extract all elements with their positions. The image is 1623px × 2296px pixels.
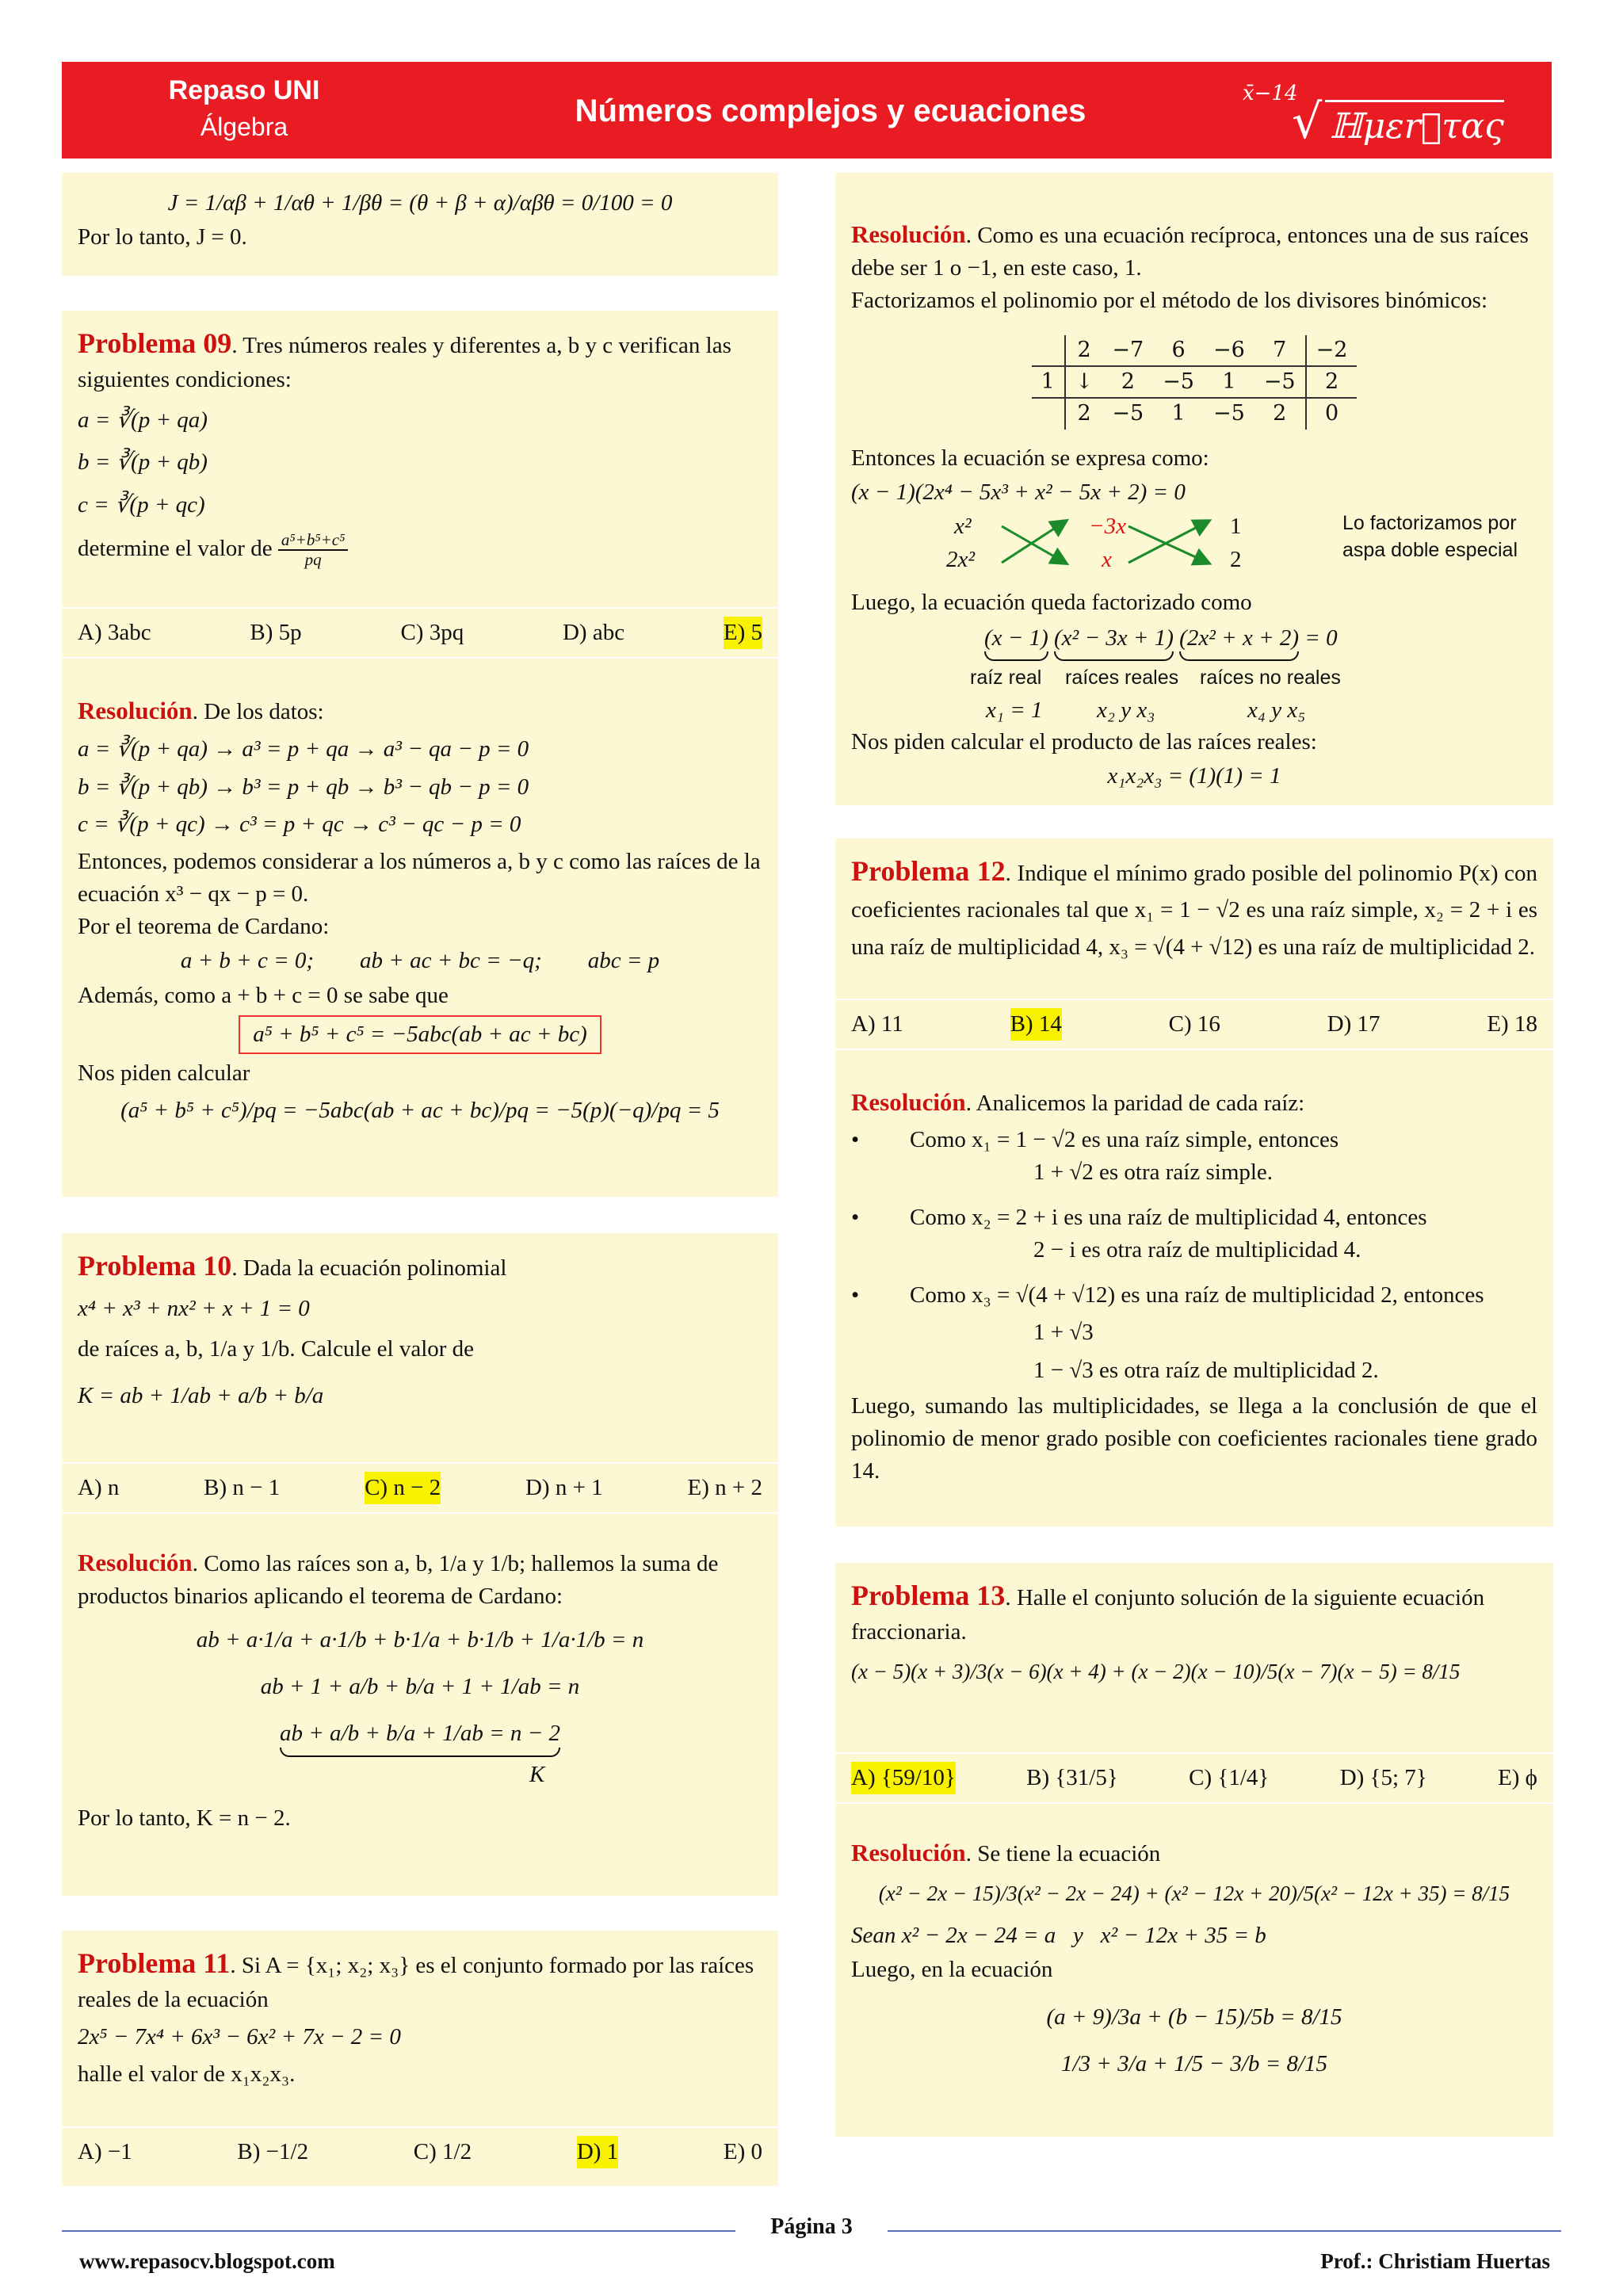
problem-10	[62, 1233, 778, 1896]
option-c[interactable]: C) 3pq	[400, 619, 464, 645]
aspa-cross-arrows	[954, 510, 1350, 579]
cardano-line-1: ab + a·1/a + a·1/b + b·1/a + b·1/b + 1/a·1/b = n	[196, 1627, 644, 1653]
problem-13	[835, 1563, 1553, 2137]
parity-bullet-3: • Como x₃ = √(4 + √12) es una raíz de multiplicidad 2, entonces 1 + √3 1 − √3 es otra raíz de multiplicidad 2.	[851, 1282, 1484, 1383]
resolution-12-label: Resolución	[851, 1088, 966, 1117]
option-d[interactable]: D) n + 1	[525, 1474, 603, 1500]
problem-10-options	[62, 1462, 778, 1514]
problem-10-statement: . Dada la ecuación polinomial	[231, 1255, 507, 1281]
ruffini-row-coefficients: 2 −7 6 −6 7 −2	[1032, 335, 1358, 366]
problem-13-label: Problema 13	[851, 1580, 1006, 1611]
resolution-text-2: Por el teorema de Cardano:	[78, 914, 330, 940]
root-labels: x₁ = 1 x₂ y x₃ x₄ y x₅	[986, 697, 1306, 724]
resolution-11-text-1: Factorizamos el polinomio por el método de los divisores binómicos:	[851, 288, 1488, 314]
page-number: Página 3	[770, 2214, 853, 2239]
course-name: Repaso UNI	[168, 75, 320, 105]
final-computation: (a⁵ + b⁵ + c⁵)/pq = −5abc(ab + ac + bc)/pq = −5(p)(−q)/pq = 5	[120, 1098, 720, 1124]
problem-11	[62, 1931, 778, 2186]
reciprocal-equation: 2x⁵ − 7x⁴ + 6x³ − 6x² + 7x − 2 = 0	[78, 2024, 401, 2050]
fractional-equation: (x − 5)(x + 3)/3(x − 6)(x + 4) + (x − 2)(x − 10)/5(x − 7)(x − 5) = 8/15	[851, 1660, 1461, 1684]
brace-label-k: K	[529, 1761, 545, 1787]
condition-c: c = ∛(p + qc)	[78, 491, 205, 518]
factored-equation: (x − 1)(2x⁴ − 5x³ + x² − 5x + 2) = 0	[851, 479, 1186, 505]
problem-11-options	[62, 2126, 778, 2176]
radical-icon: √	[1292, 94, 1323, 150]
problem-12-label: Problema 12	[851, 855, 1006, 887]
aspa-right-top: 1	[1230, 513, 1242, 539]
ruffini-row-quotient: 2 −5 1 −5 2 0	[1032, 398, 1358, 429]
option-c[interactable]: C) {1/4}	[1189, 1764, 1270, 1790]
resolution-11-intro: . Como es una ecuación recíproca, entonces una de sus raíces debe ser 1 o −1, en este caso, 1.	[851, 223, 1529, 281]
resolution-line-b: b = ∛(p + qb) → b³ = p + qb → b³ − qb − p = 0	[78, 774, 529, 800]
author-logo	[1243, 79, 1512, 151]
option-e-correct[interactable]: E) 5	[724, 617, 762, 649]
aspa-diagram	[851, 510, 1537, 579]
parity-bullet-2: • Como x₂ = 2 + i es una raíz de multiplicidad 4, entonces 2 − i es otra raíz de multiplicidad 4.	[851, 1204, 1427, 1263]
resolution-13-equation: (x² − 2x − 15)/3(x² − 2x − 24) + (x² − 12x + 20)/5(x² − 12x + 35) = 8/15	[878, 1881, 1510, 1905]
aspa-mid-top: −3x	[1089, 513, 1126, 539]
resolution-11-label: Resolución	[851, 220, 966, 248]
resolution-text-1: Entonces, podemos considerar a los números a, b y c como las raíces de la ecuación x³ − qx − p = 0.	[78, 848, 761, 907]
resolution-12-conclusion: Luego, sumando las multiplicidades, se llega a la conclusión de que el polinomio de menor grado posible con coeficientes racionales tiene grado 14.	[851, 1392, 1537, 1484]
resolution-line-c: c = ∛(p + qc) → c³ = p + qc → c³ − qc − p = 0	[78, 811, 521, 837]
footer-url[interactable]: www.repasocv.blogspot.com	[79, 2249, 335, 2273]
problem-10-label: Problema 10	[78, 1250, 232, 1282]
resolution-10-intro: . Como las raíces son a, b, 1/a y 1/b; hallemos la suma de productos binarios aplicando el teorema de Cardano:	[78, 1550, 719, 1609]
logo-index: x̄−14	[1243, 82, 1298, 105]
condition-b: b = ∛(p + qb)	[78, 449, 208, 476]
problem-11-ask: halle el valor de x₁x₂x₃.	[78, 2061, 296, 2088]
subject-name: Álgebra	[200, 113, 288, 141]
resolution-text-4: Nos piden calcular	[78, 1060, 250, 1086]
problem-09-options	[62, 607, 778, 659]
aspa-left-bottom: 2x²	[946, 546, 976, 572]
expanded-equation: 1/3 + 3/a + 1/5 − 3/b = 8/15	[1060, 2050, 1328, 2076]
option-e[interactable]: E) n + 2	[687, 1474, 762, 1500]
factor-brace-labels: raíz real raíces reales raíces no reales	[970, 667, 1341, 690]
problem-12-statement: . Indique el mínimo grado posible del polinomio P(x) con coeficientes racionales tal que x₁ = 1 − √2 es una raíz simple, x₂ = 2 + i es una raíz de multiplicidad 4, x₃ = √(4 + √12) es una raíz de multiplicidad 2.	[851, 861, 1538, 960]
problem-11-statement: . Si A = {x₁; x₂; x₃} es el conjunto formado por las raíces reales de la ecuación	[78, 1953, 754, 2013]
final-factored-equation: (x − 1) (x² − 3x + 1) (2x² + x + 2) = 0	[984, 622, 1537, 655]
option-b[interactable]: B) {31/5}	[1026, 1764, 1118, 1790]
resolution-09-label: Resolución	[78, 697, 193, 725]
option-b-correct[interactable]: B) 14	[1010, 1008, 1062, 1041]
resolution-12-intro: . Analicemos la paridad de cada raíz:	[965, 1091, 1305, 1117]
logo-text: ℍμεr⃗τας	[1325, 100, 1504, 151]
resolution-13-intro: . Se tiene la ecuación	[965, 1840, 1161, 1866]
option-b[interactable]: B) n − 1	[204, 1474, 281, 1500]
resolution-11	[835, 173, 1553, 805]
option-d[interactable]: D) 17	[1327, 1011, 1381, 1037]
footer-author: Prof.: Christiam Huertas	[1320, 2249, 1550, 2273]
identity-box: a⁵ + b⁵ + c⁵ = −5abc(ab + ac + bc)	[239, 1015, 601, 1054]
aspa-note: Lo factorizamos por aspa doble especial	[1342, 511, 1518, 561]
option-a[interactable]: A) 3abc	[78, 619, 151, 645]
option-a[interactable]: A) n	[78, 1474, 120, 1500]
problem-09-ask: determine el valor de	[78, 535, 273, 561]
ruffini-row-products: 1 ↓ 2 −5 1 −5 2	[1032, 366, 1358, 398]
option-e[interactable]: E) 0	[723, 2138, 762, 2164]
resolution-line-a: a = ∛(p + qa) → a³ = p + qa → a³ − qa − p = 0	[78, 736, 529, 762]
polynomial-equation: x⁴ + x³ + nx² + x + 1 = 0	[78, 1296, 310, 1322]
option-e[interactable]: E) 18	[1487, 1011, 1537, 1037]
resolution-11-text-2: Entonces la ecuación se expresa como:	[851, 445, 1209, 471]
problem-10-conclusion: Por lo tanto, K = n − 2.	[78, 1805, 291, 1831]
braced-k-expression: ab + a/b + b/a + 1/ab = n − 2	[280, 1717, 560, 1750]
resolution-09-intro: . De los datos:	[192, 699, 324, 725]
problem-11-label: Problema 11	[78, 1947, 231, 1979]
problem-13-options	[835, 1752, 1553, 1804]
option-e[interactable]: E) ϕ	[1498, 1764, 1537, 1790]
option-d[interactable]: D) {5; 7}	[1339, 1764, 1427, 1790]
resolution-10-label: Resolución	[78, 1548, 193, 1576]
option-a[interactable]: A) −1	[78, 2138, 132, 2164]
option-d-correct[interactable]: D) 1	[577, 2136, 618, 2168]
option-b[interactable]: B) −1/2	[237, 2138, 309, 2164]
roots-description: de raíces a, b, 1/a y 1/b. Calcule el valor de	[78, 1336, 475, 1362]
problem-13-statement: . Halle el conjunto solución de la siguiente ecuación fraccionaria.	[851, 1585, 1485, 1645]
problem-09	[62, 311, 778, 1197]
problem-09-statement: . Tres números reales y diferentes a, b y c verifican las siguientes condiciones:	[78, 333, 731, 393]
j-equation: J = 1/αβ + 1/αθ + 1/βθ = (θ + β + α)/αβθ = 0/100 = 0	[167, 190, 673, 216]
parity-bullet-1: • Como x₁ = 1 − √2 es una raíz simple, entonces 1 + √2 es otra raíz simple.	[851, 1126, 1339, 1185]
problem-12	[835, 839, 1553, 1526]
option-d[interactable]: D) abc	[562, 619, 625, 645]
option-a-correct[interactable]: A) {59/10}	[851, 1762, 956, 1794]
ask-fraction: $\frac{\text{a⁵+b⁵+c⁵}}{pq}$	[278, 531, 349, 569]
aspa-right-bottom: 2	[1230, 546, 1242, 572]
resolution-11-text-4: Nos piden calcular el producto de las raíces reales:	[851, 729, 1317, 755]
cardano-line-2: ab + 1 + a/b + b/a + 1 + 1/ab = n	[260, 1674, 580, 1700]
page-title: Números complejos y ecuaciones	[575, 94, 1086, 128]
resolution-text-3: Además, como a + b + c = 0 se sabe que	[78, 982, 449, 1008]
option-b[interactable]: B) 5p	[250, 619, 302, 645]
previous-solution-block	[62, 173, 778, 276]
option-c-correct[interactable]: C) n − 2	[365, 1472, 441, 1504]
option-c[interactable]: C) 1/2	[413, 2138, 472, 2164]
option-c[interactable]: C) 16	[1168, 1011, 1220, 1037]
resolution-13-text: Luego, en la ecuación	[851, 1957, 1053, 1983]
ruffini-table	[1032, 335, 1358, 430]
j-conclusion: Por lo tanto, J = 0.	[78, 224, 247, 250]
k-expression: K = ab + 1/ab + a/b + b/a	[78, 1383, 324, 1409]
problem-09-label: Problema 09	[78, 327, 232, 359]
cardano-relations: a + b + c = 0; ab + ac + bc = −q; abc = p	[180, 948, 660, 974]
substituted-equation: (a + 9)/3a + (b − 15)/5b = 8/15	[1046, 2004, 1342, 2030]
condition-a: a = ∛(p + qa)	[78, 407, 208, 434]
problem-12-options	[835, 999, 1553, 1050]
substitution: Sean x² − 2x − 24 = a y x² − 12x + 35 = b	[851, 1923, 1266, 1949]
aspa-left-top: x²	[954, 513, 972, 539]
resolution-13-label: Resolución	[851, 1838, 966, 1866]
resolution-11-text-3: Luego, la ecuación queda factorizado como	[851, 589, 1252, 615]
aspa-mid-bottom: x	[1102, 546, 1112, 572]
option-a[interactable]: A) 11	[851, 1011, 903, 1037]
header-banner	[62, 62, 1552, 159]
real-roots-product: x₁x₂x₃ = (1)(1) = 1	[1107, 763, 1281, 789]
